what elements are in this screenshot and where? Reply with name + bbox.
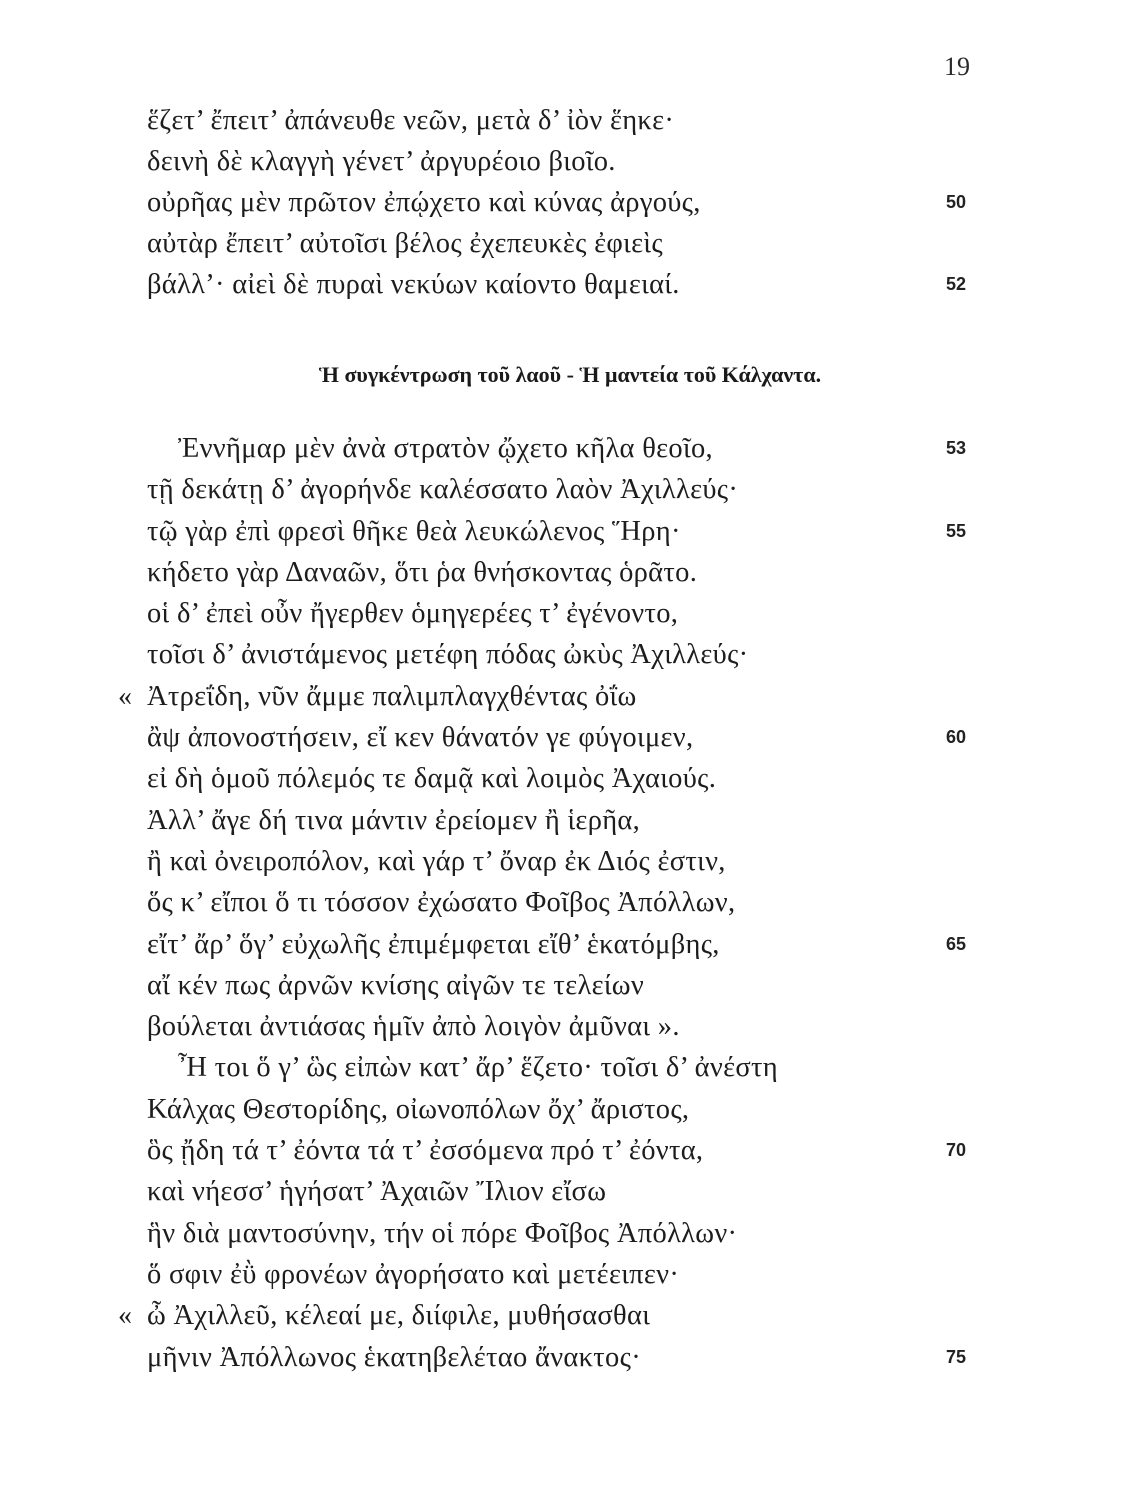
verse-line	[0, 758, 1138, 799]
verse-text: τῇ δεκάτῃ δ’ ἀγορήνδε καλέσσατο λαὸν Ἀχιλλεύς·	[147, 474, 739, 506]
verse-text: τῷ γὰρ ἐπὶ φρεσὶ θῆκε θεὰ λευκώλενος Ἥρη·	[147, 515, 681, 547]
verse-block-2	[0, 428, 1138, 1378]
page-number: 19	[944, 52, 970, 81]
verse-line	[0, 593, 1138, 634]
verse-text: μῆνιν Ἀπόλλωνος ἑκατηβελέταο ἄνακτος·	[147, 1341, 641, 1373]
line-number: 70	[945, 1140, 966, 1161]
verse-line	[0, 100, 1138, 141]
verse-text: ἣν διὰ μαντοσύνην, τήν οἱ πόρε Φοῖβος Ἀπόλλων·	[147, 1217, 738, 1249]
quote-mark: «	[118, 1300, 132, 1332]
verse-line	[0, 1089, 1138, 1130]
verse-line	[0, 428, 1138, 469]
verse-text: αἴ κέν πως ἀρνῶν κνίσης αἰγῶν τε τελείων	[147, 969, 645, 1001]
line-number: 50	[945, 192, 966, 212]
verse-line	[0, 1337, 1138, 1378]
verse-line	[0, 1006, 1138, 1047]
verse-line	[0, 924, 1138, 965]
verse-line	[0, 1171, 1138, 1212]
verse-text: ὦ Ἀχιλλεῦ, κέλεαί με, διίφιλε, μυθήσασθαι	[147, 1300, 651, 1332]
verse-line	[0, 1130, 1138, 1171]
verse-text: βούλεται ἀντιάσας ἡμῖν ἀπὸ λοιγὸν ἀμῦναι ».	[147, 1011, 680, 1043]
verse-line	[0, 882, 1138, 923]
verse-text: Ἐννῆμαρ μὲν ἀνὰ στρατὸν ᾤχετο κῆλα θεοῖο,	[178, 433, 713, 464]
verse-line	[0, 1047, 1138, 1088]
verse-text: Ἀτρεΐδη, νῦν ἄμμε παλιμπλαγχθέντας ὀΐω	[147, 680, 637, 712]
verse-line	[0, 634, 1138, 675]
verse-text: ὃς ᾔδη τά τ’ ἐόντα τά τ’ ἐσσόμενα πρό τ’ ἐόντα,	[147, 1135, 704, 1167]
verse-line	[0, 965, 1138, 1006]
quote-mark: «	[118, 680, 132, 712]
verse-line	[0, 182, 1138, 223]
line-number: 65	[945, 933, 966, 954]
verse-line	[0, 717, 1138, 758]
verse-text: Ἀλλ’ ἄγε δή τινα μάντιν ἐρείομεν ἢ ἱερῆα,	[147, 804, 641, 836]
line-number: 75	[945, 1346, 966, 1367]
verse-line	[0, 552, 1138, 593]
verse-line	[0, 1254, 1138, 1295]
verse-block-1	[0, 100, 1138, 305]
verse-text: βάλλ’· αἰεὶ δὲ πυραὶ νεκύων καίοντο θαμειαί.	[147, 269, 680, 300]
verse-line	[0, 800, 1138, 841]
verse-text: οἱ δ’ ἐπεὶ οὖν ἤγερθεν ὁμηγερέες τ’ ἐγένοντο,	[147, 598, 679, 630]
verse-line	[0, 223, 1138, 264]
verse-text: Κάλχας Θεστορίδης, οἰωνοπόλων ὄχ’ ἄριστος,	[147, 1093, 690, 1125]
verse-line	[0, 511, 1138, 552]
verse-text: εἰ δὴ ὁμοῦ πόλεμός τε δαμᾷ καὶ λοιμὸς Ἀχαιούς.	[147, 763, 717, 795]
verse-line	[0, 469, 1138, 510]
line-number: 52	[945, 274, 966, 294]
verse-text: καὶ νήεσσ’ ἡγήσατ’ Ἀχαιῶν Ἴλιον εἴσω	[147, 1176, 607, 1208]
verse-line	[0, 841, 1138, 882]
verse-text: τοῖσι δ’ ἀνιστάμενος μετέφη πόδας ὠκὺς Ἀχιλλεύς·	[147, 639, 749, 671]
verse-text: ἂψ ἀπονοστήσειν, εἴ κεν θάνατόν γε φύγοιμεν,	[147, 722, 694, 754]
verse-line	[0, 1213, 1138, 1254]
verse-text: ὅς κ’ εἴποι ὅ τι τόσσον ἐχώσατο Φοῖβος Ἀπόλλων,	[147, 887, 736, 919]
line-number: 60	[945, 727, 966, 748]
verse-text: ὅ σφιν ἐῢ φρονέων ἀγορήσατο καὶ μετέειπεν·	[147, 1258, 680, 1290]
verse-text: αὐτὰρ ἔπειτ’ αὐτοῖσι βέλος ἐχεπευκὲς ἐφιεὶς	[147, 228, 663, 259]
line-number: 55	[945, 520, 966, 541]
line-number: 53	[945, 438, 966, 458]
verse-text: οὐρῆας μὲν πρῶτον ἐπῴχετο καὶ κύνας ἀργούς,	[147, 187, 701, 218]
verse-text: εἴτ’ ἄρ’ ὅγ’ εὐχωλῆς ἐπιμέμφεται εἴθ’ ἑκατόμβης,	[147, 928, 720, 960]
verse-line	[0, 264, 1138, 305]
verse-line	[0, 141, 1138, 182]
verse-line	[0, 676, 1138, 717]
verse-text: δεινὴ δὲ κλαγγὴ γένετ’ ἀργυρέοιο βιοῖο.	[147, 146, 616, 177]
verse-text: Ἦ τοι ὅ γ’ ὣς εἰπὼν κατ’ ἄρ’ ἕζετο· τοῖσι δ’ ἀνέστη	[178, 1052, 778, 1084]
section-heading: Ἡ συγκέντρωση τοῦ λαοῦ - Ἡ μαντεία τοῦ Κάλχαντα.	[318, 362, 822, 387]
verse-text: κήδετο γὰρ Δαναῶν, ὅτι ῥα θνήσκοντας ὁρᾶτο.	[147, 556, 698, 588]
verse-text: ἕζετ’ ἔπειτ’ ἀπάνευθε νεῶν, μετὰ δ’ ἰὸν ἕηκε·	[147, 105, 675, 136]
verse-text: ἢ καὶ ὀνειροπόλον, καὶ γάρ τ’ ὄναρ ἐκ Διός ἐστιν,	[147, 845, 726, 877]
verse-line	[0, 1295, 1138, 1336]
